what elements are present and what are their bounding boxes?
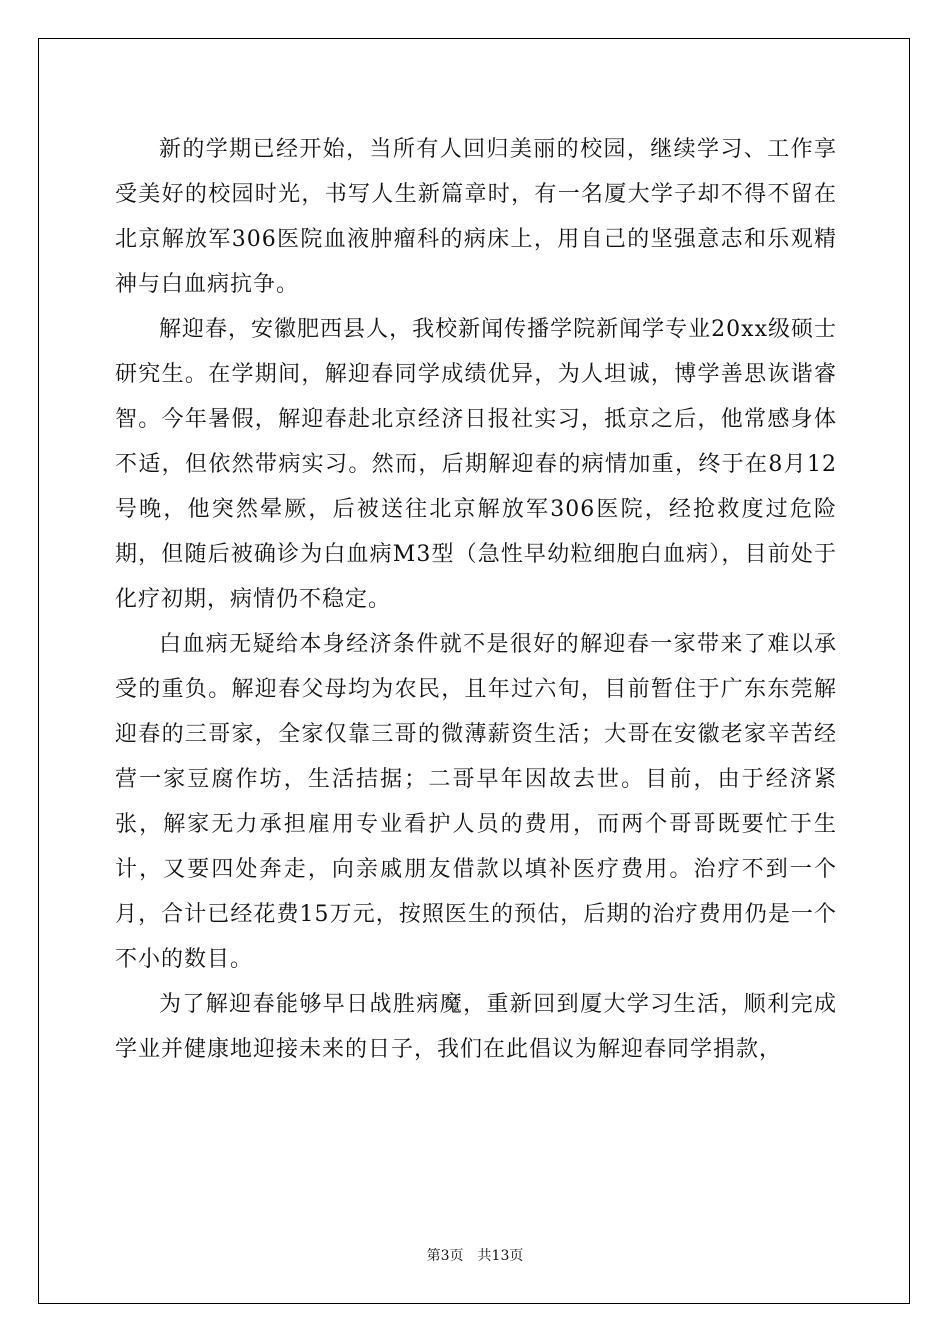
paragraph-4: 为了解迎春能够早日战胜病魔，重新回到厦大学习生活，顺利完成学业并健康地迎接未来的日子，我们在此倡议为解迎春同学捐款，	[115, 992, 837, 1062]
document-body	[115, 127, 837, 1072]
paragraph-3: 白血病无疑给本身经济条件就不是很好的解迎春一家带来了难以承受的重负。解迎春父母均为农民，且年过六旬，目前暂住于广东东莞解迎春的三哥家，全家仅靠三哥的微薄薪资生活；大哥在安徽老家辛苦经营一家豆腐作坊，生活拮据；二哥早年因故去世。目前，由于经济紧张，解家无力承担雇用专业看护人员的费用，而两个哥哥既要忙于生计，又要四处奔走，向亲戚朋友借款以填补医疗费用。治疗不到一个月，合计已经花费15万元，按照医生的预估，后期的治疗费用仍是一个不小的数目。	[115, 632, 837, 972]
paragraph-2: 解迎春，安徽肥西县人，我校新闻传播学院新闻学专业20xx级硕士研究生。在学期间，解迎春同学成绩优异，为人坦诚，博学善思诙谐睿智。今年暑假，解迎春赴北京经济日报社实习，抵京之后，他常感身体不适，但依然带病实习。然而，后期解迎春的病情加重，终于在8月12号晚，他突然晕厥，后被送往北京解放军306医院，经抢救度过危险期，但随后被确诊为白血病M3型（急性早幼粒细胞白血病），目前处于化疗初期，病情仍不稳定。	[115, 317, 837, 612]
paragraph-1: 新的学期已经开始，当所有人回归美丽的校园，继续学习、工作享受美好的校园时光，书写人生新篇章时，有一名厦大学子却不得不留在北京解放军306医院血液肿瘤科的病床上，用自己的坚强意志和乐观精神与白血病抗争。	[115, 137, 837, 297]
page-number-current: 第3页	[426, 1248, 464, 1264]
page-number-total: 共13页	[477, 1248, 524, 1264]
page-footer	[0, 1247, 950, 1265]
